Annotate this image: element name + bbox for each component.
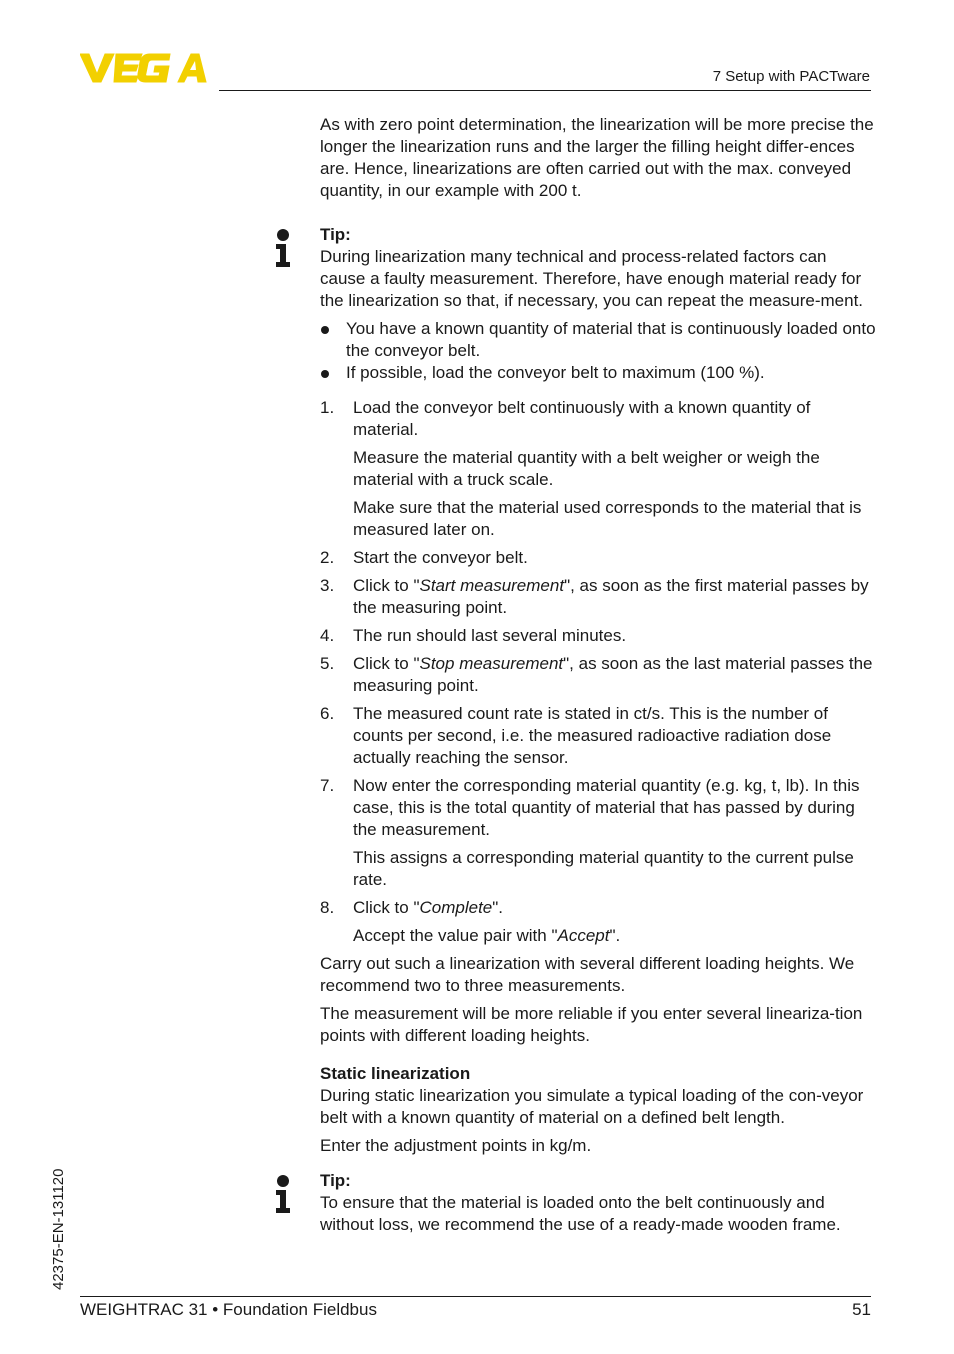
step-7	[320, 775, 876, 891]
step-text: The run should last several minutes.	[353, 626, 627, 645]
footer-product-name: WEIGHTRAC 31 • Foundation Fieldbus	[80, 1300, 377, 1319]
step-text: The measured count rate is stated in ct/s. This is the number of counts per second, i.e. the measured radioactive radiation dose actually reaching the sensor.	[353, 704, 832, 767]
step-text: Click to "Complete".	[353, 898, 504, 917]
step-number: 5.	[320, 654, 335, 673]
ui-term: Stop measurement	[419, 654, 564, 673]
info-icon	[274, 1174, 292, 1214]
static-paragraph: During static linearization you simulate a typical loading of the con-veyor belt with a known quantity of material on a defined belt length.	[320, 1086, 864, 1127]
step-note: This assigns a corresponding material quantity to the current pulse rate.	[353, 848, 854, 889]
ui-term: Start measurement	[419, 576, 565, 595]
step-text: Click to "Start measurement", as soon as the first material passes by the measuring point.	[353, 576, 869, 617]
step-text: Load the conveyor belt continuously with a known quantity of material.	[353, 398, 811, 439]
list-item: You have a known quantity of material that is continuously loaded onto the conveyor belt.	[320, 318, 876, 362]
step-number: 6.	[320, 704, 335, 723]
document-code: 42375-EN-131120	[50, 1168, 67, 1290]
step-6	[320, 703, 876, 769]
main-content	[320, 114, 876, 1236]
list-item: If possible, load the conveyor belt to maximum (100 %).	[320, 362, 876, 384]
paragraph-reliability: The measurement will be more reliable if you enter several lineariza-tion points with different loading heights.	[320, 1004, 863, 1045]
step-8	[320, 897, 876, 947]
step-text: Now enter the corresponding material quantity (e.g. kg, t, lb). In this case, this is the total quantity of material that has passed by during the measurement.	[353, 776, 860, 839]
adjustment-paragraph: Enter the adjustment points in kg/m.	[320, 1136, 592, 1155]
procedure-steps	[320, 397, 876, 947]
step-4	[320, 625, 876, 647]
section-heading: Static linearization	[320, 1064, 471, 1083]
step-note: Accept the value pair with "Accept".	[353, 926, 621, 945]
tip-box-1	[320, 224, 876, 312]
step-text: Start the conveyor belt.	[353, 548, 528, 567]
step-note: Measure the material quantity with a belt weigher or weigh the material with a truck scale.	[353, 448, 820, 489]
header-section-title: 7 Setup with PACTware	[712, 68, 870, 85]
footer-divider	[80, 1296, 871, 1297]
info-icon	[274, 228, 292, 268]
prerequisite-list	[320, 318, 876, 384]
step-number: 7.	[320, 776, 335, 795]
tip-title: Tip:	[320, 225, 351, 244]
step-number: 1.	[320, 398, 335, 417]
ui-term: Accept	[557, 926, 610, 945]
step-number: 4.	[320, 626, 335, 645]
tip-title: Tip:	[320, 1171, 351, 1190]
step-3	[320, 575, 876, 619]
page-number: 51	[852, 1300, 871, 1319]
step-note: Make sure that the material used corresponds to the material that is measured later on.	[353, 498, 862, 539]
vega-logo	[80, 52, 212, 84]
step-number: 2.	[320, 548, 335, 567]
step-number: 8.	[320, 898, 335, 917]
step-2	[320, 547, 876, 569]
tip-box-2	[320, 1170, 876, 1236]
step-text: Click to "Stop measurement", as soon as the last material passes the measuring point.	[353, 654, 873, 695]
tip-text: During linearization many technical and process-related factors can cause a faulty measurement. Therefore, have enough material ready for the linearization so that, if necessary, you can repeat the measure-ment.	[320, 247, 864, 310]
paragraph-carry-out: Carry out such a linearization with several different loading heights. We recommend two to three measurements.	[320, 954, 855, 995]
ui-term: Complete	[419, 898, 493, 917]
step-1	[320, 397, 876, 541]
step-5	[320, 653, 876, 697]
intro-paragraph: As with zero point determination, the linearization will be more precise the longer the linearization runs and the larger the filling height differ-ences are. Hence, linearizations are often carried out with the max. conveyed quantity, in our example with 200 t.	[320, 115, 874, 200]
header-divider	[219, 90, 871, 91]
step-number: 3.	[320, 576, 335, 595]
tip-text: To ensure that the material is loaded onto the belt continuously and without loss, we recommend the use of a ready-made wooden frame.	[320, 1193, 841, 1234]
